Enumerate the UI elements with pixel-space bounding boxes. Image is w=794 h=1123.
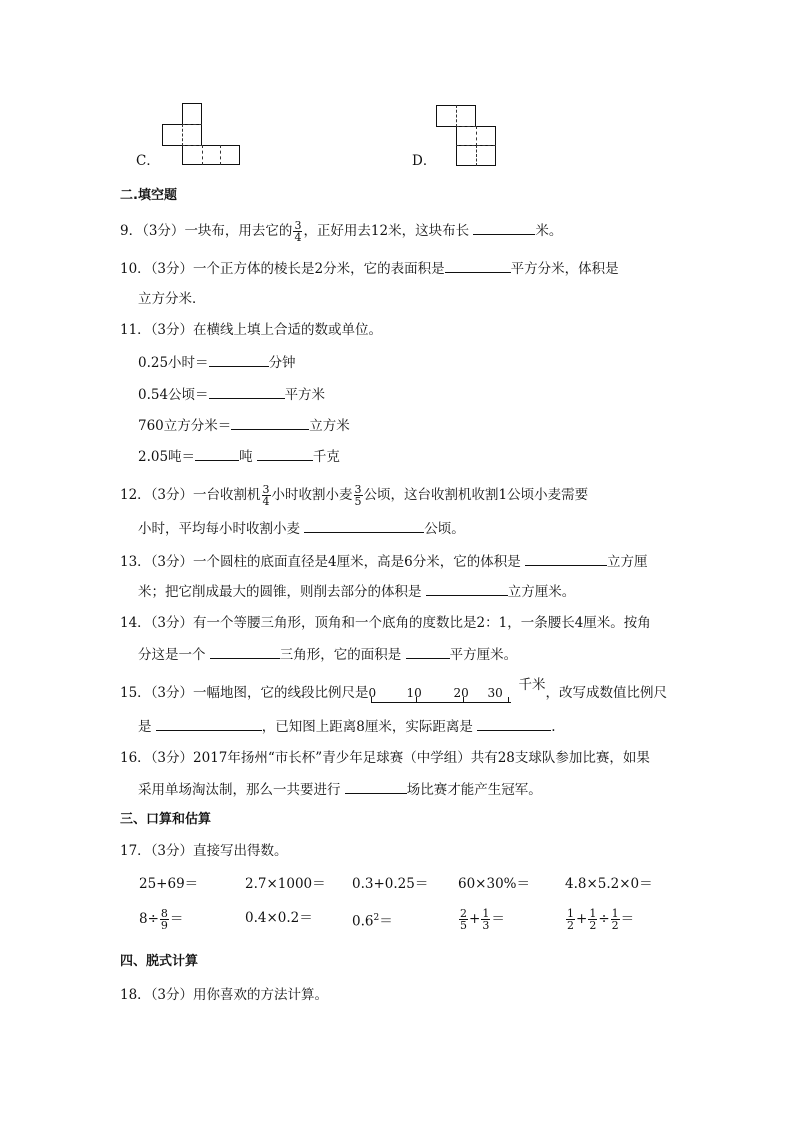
answer-blank[interactable] [156, 716, 262, 731]
question-17: 17．（3分）直接写出得数。 [120, 843, 288, 859]
question-13-line2: 米；把它削成最大的圆锥，则削去部分的体积是 立方厘米。 [138, 581, 575, 602]
scale-label-0: 0 [368, 686, 377, 700]
question-16: 16．（3分）2017年扬州“市长杯”青少年足球赛（中学组）共有28支球队参加比赛，如果 [120, 750, 650, 766]
calc-item: 60×30%＝ [458, 876, 530, 892]
question-11-line2: 0.54公顷＝ 平方米 [138, 384, 325, 405]
scale-label-10: 10 [406, 686, 422, 700]
question-14: 14．（3分）有一个等腰三角形，顶角和一个底角的度数比是2：1，一条腰长4厘米。按角 [120, 615, 651, 631]
scale-label-20: 20 [453, 686, 469, 700]
calc-item: 8÷ $\frac{8}{9}$ ＝ [139, 907, 184, 932]
calc-item: 0.4×0.2＝ [245, 910, 313, 926]
answer-blank[interactable] [445, 258, 511, 273]
question-16-line2: 采用单场淘汰制，那么一共要进行 场比赛才能产生冠军。 [138, 779, 542, 800]
scale-label-30: 30 [487, 686, 503, 700]
fraction-3-4: $\frac{3}{4}$ [294, 219, 302, 244]
answer-blank[interactable] [406, 644, 450, 659]
scale-bar [369, 684, 519, 706]
option-d-net [436, 105, 498, 165]
option-d-label: D． [412, 153, 437, 169]
answer-blank[interactable] [525, 551, 607, 566]
question-15-line2: 是 ，已知图上距离8厘米，实际距离是 . [138, 716, 555, 737]
answer-blank[interactable] [257, 446, 313, 461]
calc-item: 4.8×5.2×0＝ [565, 876, 653, 892]
calc-item: 2.7×1000＝ [245, 876, 326, 892]
answer-blank[interactable] [209, 384, 285, 399]
option-c-label: C． [136, 153, 160, 169]
question-15: 15．（3分）一幅地图，它的线段比例尺是 0 10 20 30 千米，改写成数值比例尺 [120, 680, 667, 706]
fraction-3-5: $\frac{3}{5}$ [354, 483, 362, 508]
question-11: 11．（3分）在横线上填上合适的数或单位。 [120, 322, 383, 338]
answer-blank[interactable] [210, 644, 280, 659]
question-11-line3: 760立方分米＝ 立方米 [138, 415, 350, 436]
calc-item: $\frac{1}{2}$ + $\frac{1}{2}$ ÷ $\frac{1}{2}$ ＝ [567, 907, 635, 932]
answer-blank[interactable] [231, 415, 309, 430]
fraction-3-4: $\frac{3}{4}$ [262, 483, 270, 508]
answer-blank[interactable] [426, 581, 508, 596]
question-10: 10．（3分）一个正方体的棱长是2分米，它的表面积是 平方分米，体积是 [120, 258, 619, 279]
option-c-net [162, 103, 242, 165]
calc-item: 25+69＝ [139, 876, 199, 892]
answer-blank[interactable] [473, 220, 535, 235]
question-9: 9．（3分）一块布，用去它的 $\frac{3}{4}$ ，正好用去12米，这块布长 米。 [120, 219, 563, 244]
question-18: 18．（3分）用你喜欢的方法计算。 [120, 987, 329, 1003]
answer-blank[interactable] [195, 446, 239, 461]
question-12-line2: 小时，平均每小时收割小麦 公顷。 [138, 518, 465, 539]
section-heading-mental-math: 三、口算和估算 [120, 812, 212, 827]
question-11-line4: 2.05吨＝ 吨 千克 [138, 446, 340, 467]
question-14-line2: 分这是一个 三角形，它的面积是 平方厘米。 [138, 644, 517, 665]
question-11-line1: 0.25小时＝ 分钟 [138, 352, 296, 373]
question-10-line2: 立方分米． [138, 291, 206, 307]
answer-blank[interactable] [477, 716, 551, 731]
answer-blank[interactable] [304, 518, 424, 533]
answer-blank[interactable] [209, 352, 269, 367]
calc-item: $0.6^2=$ [352, 913, 393, 930]
answer-blank[interactable] [345, 779, 407, 794]
section-heading-fill-blank: 二.填空题 [120, 188, 177, 203]
section-heading-step-calc: 四、脱式计算 [120, 954, 199, 969]
question-13: 13．（3分）一个圆柱的底面直径是4厘米，高是6分米，它的体积是 立方厘 [120, 551, 648, 572]
calc-item: $\frac{2}{5}$ + $\frac{1}{3}$ ＝ [460, 907, 505, 932]
question-12: 12．（3分）一台收割机 $\frac{3}{4}$ 小时收割小麦 $\frac{3}{5}$ 公顷，这台收割机收割1公顷小麦需要 [120, 483, 589, 508]
calc-item: 0.3+0.25＝ [352, 876, 429, 892]
